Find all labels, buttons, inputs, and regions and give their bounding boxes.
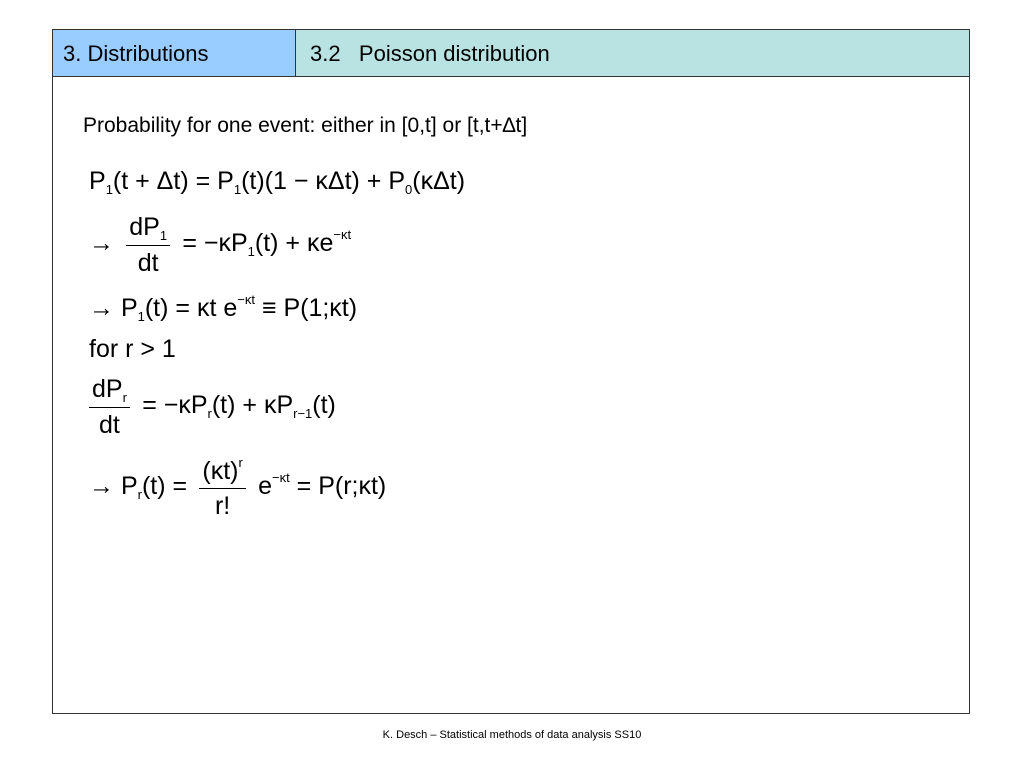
- intro-text: Probability for one event: either in [0,t] or [t,t+∆t]: [83, 114, 528, 137]
- slide-frame: [52, 29, 970, 714]
- equation-5: $\frac{dP_r}{dt}$ = $-\kappa P_r(t) + \kappa P_{r-1}(t)$: [89, 375, 336, 440]
- equation-6: → $P_r(t)$ = $\frac{(\kappa t)^r}{r!}$ $e^{-\kappa t}$ = P(r;κt): [89, 455, 387, 520]
- footer-credit: K. Desch – Statistical methods of data analysis SS10: [382, 729, 642, 741]
- equation-2: → $\frac{dP_1}{dt}$ = $-\kappa P_1(t) + \kappa e^{-\kappa t}$: [89, 213, 352, 277]
- subsection-title: 3.2 Poisson distribution: [296, 30, 969, 77]
- equation-4: for r > 1: [89, 335, 176, 363]
- section-title: 3. Distributions: [53, 30, 296, 77]
- equation-3: → $P_1(t) = \kappa t$ $e^{-\kappa t}$ ≡ P(1;κt): [89, 292, 358, 324]
- equation-1: $P_1(t + \Delta t) = P_1(t)(1 - \kappa\Delta t) + P_0(\kappa\Delta t)$: [89, 167, 466, 197]
